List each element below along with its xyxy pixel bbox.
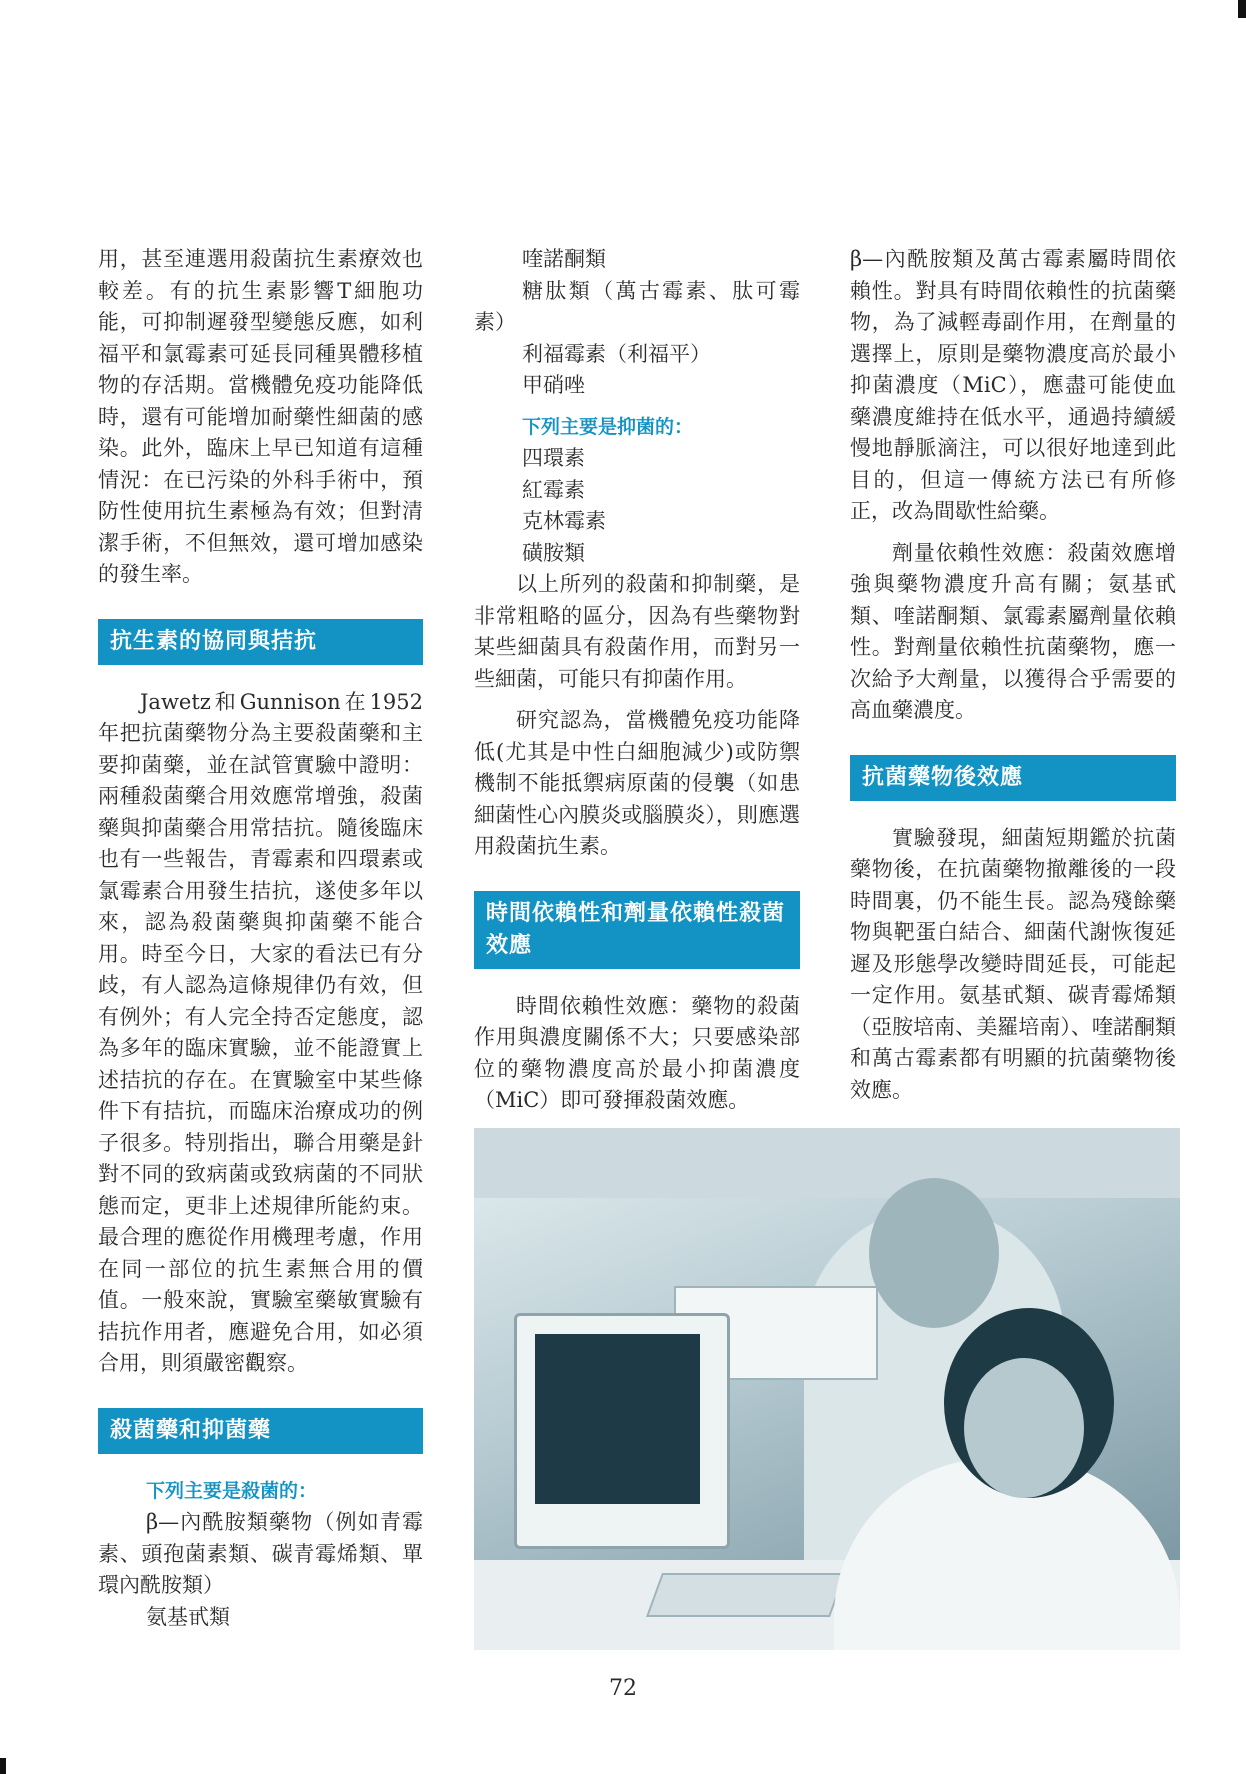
section-heading-time-dose-dependence: 時間依賴性和劑量依賴性殺菌效應 — [474, 891, 800, 969]
list-item: 克林霉素 — [522, 509, 606, 533]
photo-keyboard — [646, 1573, 846, 1617]
lab-photo — [474, 1128, 1180, 1650]
list-item: β—內酰胺類藥物（例如青霉素、頭孢菌素類、碳青霉烯類、單環內酰胺類） — [98, 1510, 423, 1597]
list-item: 四環素 — [522, 446, 585, 470]
page-number: 72 — [609, 1676, 637, 1701]
list-item: 磺胺類 — [522, 540, 585, 565]
subheading-bactericidal: 下列主要是殺菌的： — [146, 1479, 318, 1502]
paragraph: 以上所列的殺菌和抑制藥，是非常粗略的區分，因為有些藥物對某些細菌具有殺菌作用，而對另一些細菌，可能只有抑菌作用。 — [474, 572, 800, 691]
photo-screen — [535, 1334, 700, 1504]
subheading-bacteriostatic: 下列主要是抑菌的： — [522, 415, 694, 438]
paragraph: β—內酰胺類及萬古霉素屬時間依賴性。對具有時間依賴性的抗菌藥物，為了減輕毒副作用，在劑量的選擇上，原則是藥物濃度高於最小抑菌濃度（MiC），應盡可能使血藥濃度維持在低水平，通過持續緩慢地靜脈滴注，可以很好地達到此目的，但這一傳統方法已有所修正，改為間歇性給藥。 — [850, 247, 1176, 523]
paragraph: 用，甚至連選用殺菌抗生素療效也較差。有的抗生素影響T細胞功能，可抑制遲發型變態反應，如利福平和氯霉素可延長同種異體移植物的存活期。當機體免疫功能降低時，還有可能增加耐藥性細菌的感染。此外，臨床上早已知道有這種情況：在已污染的外科手術中，預防性使用抗生素極為有效；但對清潔手術，不但無效，還可增加感染的發生率。 — [98, 247, 423, 586]
section-heading-bactericidal-bacteriostatic: 殺菌藥和抑菌藥 — [98, 1408, 423, 1454]
paragraph: Jawetz和Gunnison在1952年把抗菌藥物分為主要殺菌藥和主要抑菌藥，並在試管實驗中證明：兩種殺菌藥合用效應常增強，殺菌藥與抑菌藥合用常拮抗。隨後臨床也有一些報告，青霉素和四環素或氯霉素合用發生拮抗，遂使多年以來，認為殺菌藥與抑菌藥不能合用。時至今日，大家的看法已有分歧，有人認為這條規律仍有效，但有例外；有人完全持否定態度，認為多年的臨床實驗，並不能證實上述拮抗的存在。在實驗室中某些條件下有拮抗，而臨床治療成功的例子很多。特別指出，聯合用藥是針對不同的致病菌或致病菌的不同狀態而定，更非上述規律所能約束。最合理的應從作用機理考慮，作用在同一部位的抗生素無合用的價值。一般來說，實驗室藥敏實驗有拮抗作用者，應避免合用，如必須合用，則須嚴密觀察。 — [98, 689, 423, 1375]
crop-mark-bottom — [0, 1758, 6, 1774]
column-right — [850, 244, 1176, 1106]
column-left — [98, 244, 423, 1633]
section-heading-synergy-antagonism: 抗生素的協同與拮抗 — [98, 619, 423, 665]
photo-head-back — [869, 1178, 999, 1328]
column-middle — [474, 244, 800, 1117]
list-item: 利福霉素（利福平） — [522, 341, 711, 366]
photo-shelf — [474, 1128, 1180, 1198]
paragraph: 劑量依賴性效應：殺菌效應增強與藥物濃度升高有關；氨基甙類、喹諾酮類、氯霉素屬劑量依賴性。對劑量依賴性抗菌藥物，應一次給予大劑量，以獲得合乎需要的高血藥濃度。 — [850, 540, 1176, 722]
photo-face-front — [964, 1358, 1084, 1498]
photo-monitor — [514, 1313, 730, 1549]
list-item: 紅霉素 — [522, 477, 585, 502]
list-item: 喹諾酮類 — [522, 247, 606, 271]
section-heading-post-antibiotic-effect: 抗菌藥物後效應 — [850, 755, 1176, 801]
paragraph: 時間依賴性效應：藥物的殺菌作用與濃度關係不大；只要感染部位的藥物濃度高於最小抑菌濃度（MiC）即可發揮殺菌效應。 — [474, 993, 800, 1112]
list-item: 氨基甙類 — [146, 1604, 230, 1629]
paragraph: 研究認為，當機體免疫功能降低(尤其是中性白細胞減少)或防禦機制不能抵禦病原菌的侵襲（如患細菌性心內膜炎或腦膜炎），則應選用殺菌抗生素。 — [474, 708, 800, 858]
list-item: 糖肽類（萬古霉素、肽可霉素） — [474, 278, 800, 334]
list-item: 甲硝唑 — [522, 373, 585, 397]
crop-mark-top — [1238, 0, 1246, 18]
paragraph: 實驗發現，細菌短期鑑於抗菌藥物後，在抗菌藥物撤離後的一段時間裏，仍不能生長。認為殘餘藥物與靶蛋白結合、細菌代謝恢復延遲及形態學改變時間延長，可能起一定作用。氨基甙類、碳青霉烯類（亞胺培南、美羅培南）、喹諾酮類和萬古霉素都有明顯的抗菌藥物後效應。 — [850, 825, 1176, 1102]
